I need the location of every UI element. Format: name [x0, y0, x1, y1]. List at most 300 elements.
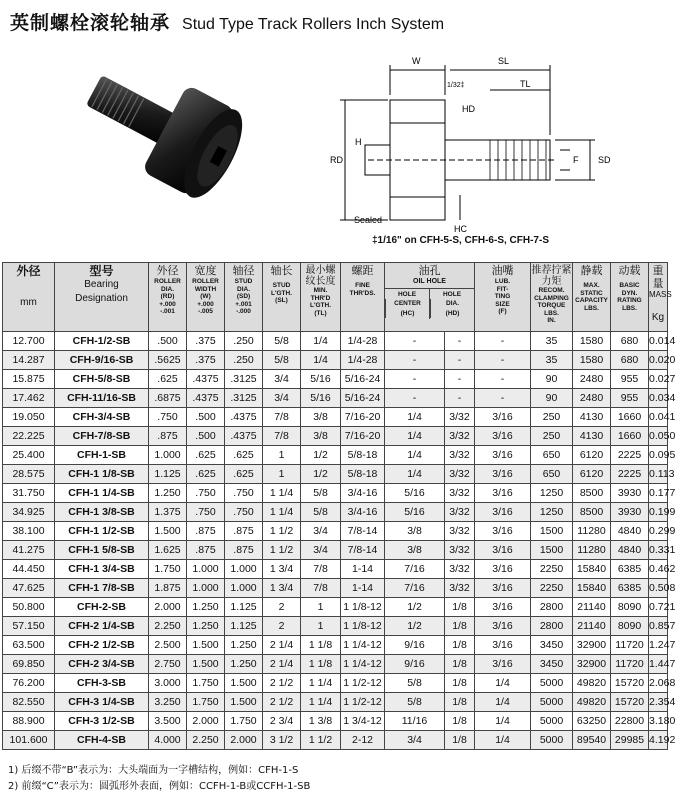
table-cell: 6120: [573, 446, 611, 465]
table-cell: 2 3/4: [263, 712, 301, 731]
table-cell: 11/16: [385, 712, 445, 731]
table-row: [3, 522, 668, 541]
table-cell: 1 1/8-12: [341, 598, 385, 617]
table-cell: .250: [225, 332, 263, 351]
table-cell: 29985: [611, 731, 649, 750]
table-cell: 2480: [573, 389, 611, 408]
table-cell: 2 1/4: [263, 636, 301, 655]
table-row: [3, 408, 668, 427]
table-cell: 2250: [531, 560, 573, 579]
table-cell: 1.000: [187, 560, 225, 579]
table-cell: 34.925: [3, 503, 55, 522]
label-rd: RD: [330, 155, 343, 165]
table-row: [3, 598, 668, 617]
table-cell: 3450: [531, 655, 573, 674]
table-cell: -: [445, 370, 475, 389]
table-cell: 3/32: [445, 503, 475, 522]
table-cell: 1580: [573, 351, 611, 370]
table-cell: 1.250: [225, 636, 263, 655]
table-cell: 955: [611, 389, 649, 408]
table-cell: 1: [301, 598, 341, 617]
table-cell: 3/16: [475, 617, 531, 636]
table-cell: 15840: [573, 579, 611, 598]
table-cell: 2800: [531, 617, 573, 636]
table-cell: 63.500: [3, 636, 55, 655]
table-cell: 3/32: [445, 446, 475, 465]
table-cell: 1 1/4: [301, 693, 341, 712]
table-cell: CFH-11/16-SB: [55, 389, 149, 408]
table-row: [3, 503, 668, 522]
table-cell: .5625: [149, 351, 187, 370]
table-cell: 3/16: [475, 655, 531, 674]
table-cell: CFH-9/16-SB: [55, 351, 149, 370]
table-cell: .625: [187, 465, 225, 484]
table-cell: -: [445, 332, 475, 351]
table-cell: 101.600: [3, 731, 55, 750]
table-cell: 2.000: [225, 731, 263, 750]
table-cell: 1/4: [385, 408, 445, 427]
table-cell: 1 1/4-12: [341, 655, 385, 674]
table-cell: 2.250: [187, 731, 225, 750]
table-cell: CFH-1-SB: [55, 446, 149, 465]
table-cell: .4375: [225, 408, 263, 427]
table-cell: .625: [225, 446, 263, 465]
col-mass: 重量 MASS Kg: [649, 263, 668, 332]
table-cell: 3/4: [263, 370, 301, 389]
table-cell: 1660: [611, 408, 649, 427]
table-cell: 3/32: [445, 484, 475, 503]
table-cell: 3/32: [445, 465, 475, 484]
table-cell: 5/8: [263, 351, 301, 370]
col-lub: 油嘴 LUB. FIT- TING SIZE (F): [475, 263, 531, 332]
table-cell: .875: [187, 522, 225, 541]
table-cell: 1.750: [187, 693, 225, 712]
table-cell: 1.000: [225, 579, 263, 598]
table-cell: 2.500: [149, 636, 187, 655]
table-cell: 1/2: [385, 617, 445, 636]
table-cell: 3/16: [475, 465, 531, 484]
table-cell: 4840: [611, 522, 649, 541]
table-cell: 1/8: [445, 674, 475, 693]
table-cell: 1.500: [187, 636, 225, 655]
table-cell: 50.800: [3, 598, 55, 617]
table-cell: 5/8: [385, 693, 445, 712]
table-cell: 3/8: [301, 427, 341, 446]
table-cell: .875: [187, 541, 225, 560]
table-cell: .625: [187, 446, 225, 465]
table-row: [3, 731, 668, 750]
table-cell: 9/16: [385, 655, 445, 674]
col-w: 宽度 ROLLER WIDTH (W) +.000 -.005: [187, 263, 225, 332]
table-row: [3, 541, 668, 560]
table-row: [3, 465, 668, 484]
table-cell: 89540: [573, 731, 611, 750]
table-cell: 1/4: [475, 693, 531, 712]
table-cell: CFH-2 3/4-SB: [55, 655, 149, 674]
page-title: [10, 8, 444, 34]
table-cell: 82.550: [3, 693, 55, 712]
table-cell: 1 1/4: [301, 674, 341, 693]
table-row: [3, 370, 668, 389]
col-tl: 最小螺纹长度 MIN. THR'D L'GTH. (TL): [301, 263, 341, 332]
table-cell: 1250: [531, 484, 573, 503]
spec-table-body: [3, 332, 675, 750]
dimension-drawing: [330, 45, 660, 245]
table-cell: 4130: [573, 427, 611, 446]
table-cell: 5/8-18: [341, 465, 385, 484]
table-row: [3, 655, 668, 674]
table-cell: CFH-3/4-SB: [55, 408, 149, 427]
table-cell: 6120: [573, 465, 611, 484]
table-cell: 3/16: [475, 560, 531, 579]
table-cell: 2: [263, 598, 301, 617]
table-cell: 1.125: [225, 617, 263, 636]
table-cell: 3/16: [475, 408, 531, 427]
table-cell: 3/16: [475, 522, 531, 541]
col-rd: 外径 ROLLER DIA. (RD) +.000 -.001: [149, 263, 187, 332]
title-zh: 英制螺栓滚轮轴承: [10, 12, 171, 34]
table-cell: -: [445, 351, 475, 370]
table-cell: .375: [187, 351, 225, 370]
table-cell: 1 1/2-12: [341, 674, 385, 693]
table-cell: 2.068: [649, 674, 668, 693]
table-cell: 15.875: [3, 370, 55, 389]
table-cell: 5/8: [301, 484, 341, 503]
table-cell: 1.750: [149, 560, 187, 579]
table-row: [3, 332, 668, 351]
table-cell: 1/4: [385, 465, 445, 484]
table-cell: 28.575: [3, 465, 55, 484]
table-cell: 5/8: [385, 674, 445, 693]
table-cell: 1/8: [445, 598, 475, 617]
table-cell: 90: [531, 389, 573, 408]
table-cell: 250: [531, 427, 573, 446]
table-cell: .750: [225, 503, 263, 522]
table-cell: 1/8: [445, 617, 475, 636]
table-cell: 5/16: [385, 503, 445, 522]
table-row: [3, 712, 668, 731]
table-cell: 7/8: [263, 427, 301, 446]
table-cell: 1580: [573, 332, 611, 351]
table-cell: 1500: [531, 541, 573, 560]
table-cell: 1/4: [475, 712, 531, 731]
table-cell: 76.200: [3, 674, 55, 693]
table-cell: 0.721: [649, 598, 668, 617]
table-cell: 1/8: [445, 655, 475, 674]
table-cell: 7/8: [263, 408, 301, 427]
table-cell: .750: [225, 484, 263, 503]
table-cell: 0.041: [649, 408, 668, 427]
table-cell: 15840: [573, 560, 611, 579]
table-cell: 6385: [611, 560, 649, 579]
col-od: 外径 mm: [3, 263, 55, 332]
label-gap: 1/32‡: [447, 82, 465, 89]
table-cell: .3125: [225, 370, 263, 389]
table-cell: 3930: [611, 484, 649, 503]
table-cell: 2.000: [187, 712, 225, 731]
table-cell: 15720: [611, 693, 649, 712]
table-cell: 1.375: [149, 503, 187, 522]
table-cell: 57.150: [3, 617, 55, 636]
table-cell: .625: [225, 465, 263, 484]
table-cell: 1.000: [225, 560, 263, 579]
table-cell: 7/8-14: [341, 522, 385, 541]
table-cell: 3 1/2: [263, 731, 301, 750]
table-cell: 0.299: [649, 522, 668, 541]
table-cell: 5/16-24: [341, 370, 385, 389]
table-cell: 5000: [531, 674, 573, 693]
table-cell: 1/8: [445, 712, 475, 731]
table-cell: 1-14: [341, 560, 385, 579]
table-cell: 1.250: [187, 598, 225, 617]
table-cell: -: [475, 351, 531, 370]
table-cell: -: [475, 389, 531, 408]
table-cell: 3/16: [475, 484, 531, 503]
table-cell: 2.750: [149, 655, 187, 674]
label-hc: HC: [454, 224, 467, 234]
table-cell: 1 1/2-12: [341, 693, 385, 712]
table-cell: 11280: [573, 522, 611, 541]
table-cell: CFH-3-SB: [55, 674, 149, 693]
col-torque: 推荐拧紧力矩 RECOM. CLAMPING TORQUE LBS. IN.: [531, 263, 573, 332]
table-cell: 1/2: [301, 446, 341, 465]
table-cell: 1 1/4: [263, 484, 301, 503]
table-cell: 3/16: [475, 427, 531, 446]
table-cell: 3/32: [445, 427, 475, 446]
table-cell: 1/8: [445, 636, 475, 655]
table-cell: 3/4-16: [341, 503, 385, 522]
table-cell: 7/8: [301, 579, 341, 598]
table-cell: 5000: [531, 731, 573, 750]
table-cell: 1.875: [149, 579, 187, 598]
table-cell: 2-12: [341, 731, 385, 750]
table-cell: 1: [263, 465, 301, 484]
table-cell: 6385: [611, 579, 649, 598]
table-row: [3, 446, 668, 465]
table-cell: 21140: [573, 598, 611, 617]
table-cell: 3.500: [149, 712, 187, 731]
table-cell: .4375: [187, 370, 225, 389]
table-cell: .750: [187, 503, 225, 522]
table-cell: 5/16: [301, 370, 341, 389]
table-cell: 250: [531, 408, 573, 427]
table-cell: 1.500: [225, 674, 263, 693]
table-cell: 2225: [611, 446, 649, 465]
table-cell: CFH-2-SB: [55, 598, 149, 617]
table-cell: 11280: [573, 541, 611, 560]
table-cell: 650: [531, 465, 573, 484]
table-cell: 32900: [573, 655, 611, 674]
table-cell: 11720: [611, 636, 649, 655]
table-cell: 1.500: [187, 655, 225, 674]
table-cell: CFH-2 1/4-SB: [55, 617, 149, 636]
table-cell: 1/4: [385, 446, 445, 465]
table-cell: 2 1/4: [263, 655, 301, 674]
label-h: H: [355, 137, 362, 147]
table-cell: 3/4-16: [341, 484, 385, 503]
table-cell: 3.250: [149, 693, 187, 712]
table-cell: 1 3/4: [263, 579, 301, 598]
table-cell: .500: [187, 427, 225, 446]
table-cell: 7/8: [301, 560, 341, 579]
table-cell: 4.000: [149, 731, 187, 750]
table-cell: 14.287: [3, 351, 55, 370]
table-cell: 49820: [573, 674, 611, 693]
table-cell: 1 1/4-12: [341, 636, 385, 655]
table-cell: 7/16-20: [341, 427, 385, 446]
table-cell: CFH-7/8-SB: [55, 427, 149, 446]
table-cell: CFH-3 1/4-SB: [55, 693, 149, 712]
table-cell: 1.625: [149, 541, 187, 560]
table-cell: 0.113: [649, 465, 668, 484]
table-cell: 3/16: [475, 503, 531, 522]
table-cell: 1.500: [149, 522, 187, 541]
table-cell: 1660: [611, 427, 649, 446]
table-cell: 35: [531, 351, 573, 370]
table-cell: 0.857: [649, 617, 668, 636]
table-cell: 88.900: [3, 712, 55, 731]
table-cell: 2: [263, 617, 301, 636]
table-cell: CFH-1 1/8-SB: [55, 465, 149, 484]
table-cell: 2 1/2: [263, 693, 301, 712]
table-cell: 3930: [611, 503, 649, 522]
table-cell: 17.462: [3, 389, 55, 408]
table-cell: 7/8-14: [341, 541, 385, 560]
table-cell: CFH-1 1/2-SB: [55, 522, 149, 541]
table-cell: 1.247: [649, 636, 668, 655]
table-cell: 1/4: [475, 731, 531, 750]
table-cell: 680: [611, 351, 649, 370]
table-cell: 2.250: [149, 617, 187, 636]
table-cell: 0.199: [649, 503, 668, 522]
table-cell: 1250: [531, 503, 573, 522]
table-cell: 1.447: [649, 655, 668, 674]
table-cell: 7/16-20: [341, 408, 385, 427]
table-cell: -: [445, 389, 475, 408]
table-cell: .4375: [225, 427, 263, 446]
table-cell: 3/32: [445, 560, 475, 579]
table-cell: 69.850: [3, 655, 55, 674]
table-cell: 5/16: [385, 484, 445, 503]
table-cell: CFH-1 7/8-SB: [55, 579, 149, 598]
table-cell: 1/4: [475, 674, 531, 693]
table-cell: 3/32: [445, 579, 475, 598]
col-hc: HOLE CENTER (HC): [385, 289, 429, 320]
table-cell: 2 1/2: [263, 674, 301, 693]
table-cell: 3/4: [263, 389, 301, 408]
table-cell: 5/16: [301, 389, 341, 408]
table-cell: 7/16: [385, 560, 445, 579]
label-w: W: [412, 56, 421, 66]
table-cell: 44.450: [3, 560, 55, 579]
table-cell: 1.250: [149, 484, 187, 503]
table-cell: -: [385, 351, 445, 370]
table-cell: 0.095: [649, 446, 668, 465]
table-cell: 32900: [573, 636, 611, 655]
table-cell: 1/4: [301, 351, 341, 370]
table-cell: CFH-2 1/2-SB: [55, 636, 149, 655]
table-cell: .875: [225, 541, 263, 560]
col-model: 型号 Bearing Designation: [55, 263, 149, 332]
table-cell: 5/8: [263, 332, 301, 351]
table-cell: 1 3/4-12: [341, 712, 385, 731]
table-cell: 1: [263, 446, 301, 465]
table-cell: 3.000: [149, 674, 187, 693]
spec-table: [2, 262, 675, 750]
table-cell: 15720: [611, 674, 649, 693]
table-cell: 3/8: [301, 408, 341, 427]
title-en: Stud Type Track Rollers Inch System: [182, 16, 445, 33]
table-cell: 19.050: [3, 408, 55, 427]
table-cell: CFH-1 5/8-SB: [55, 541, 149, 560]
table-cell: 12.700: [3, 332, 55, 351]
table-cell: -: [385, 332, 445, 351]
table-row: [3, 351, 668, 370]
table-row: [3, 579, 668, 598]
table-cell: 38.100: [3, 522, 55, 541]
table-row: [3, 427, 668, 446]
table-cell: 650: [531, 446, 573, 465]
table-cell: 1 1/8: [301, 636, 341, 655]
table-cell: 2250: [531, 579, 573, 598]
label-tl: TL: [520, 79, 531, 89]
table-cell: 2.000: [149, 598, 187, 617]
table-cell: 11720: [611, 655, 649, 674]
table-row: [3, 484, 668, 503]
table-row: [3, 636, 668, 655]
table-cell: 90: [531, 370, 573, 389]
table-cell: 1 3/8: [301, 712, 341, 731]
table-cell: 0.050: [649, 427, 668, 446]
table-cell: -: [385, 389, 445, 408]
label-sealed: Sealed: [354, 215, 383, 225]
table-cell: 8500: [573, 484, 611, 503]
table-cell: CFH-1 1/4-SB: [55, 484, 149, 503]
table-cell: -: [475, 332, 531, 351]
table-cell: 1/8: [445, 731, 475, 750]
table-cell: 1 1/2: [301, 731, 341, 750]
table-cell: CFH-1 3/8-SB: [55, 503, 149, 522]
table-cell: 1.000: [149, 446, 187, 465]
table-cell: 8500: [573, 503, 611, 522]
table-cell: 0.034: [649, 389, 668, 408]
table-cell: 1500: [531, 522, 573, 541]
table-cell: 3/8: [385, 541, 445, 560]
table-cell: 1 1/8: [301, 655, 341, 674]
table-cell: 5000: [531, 693, 573, 712]
table-cell: 63250: [573, 712, 611, 731]
table-cell: 1/2: [385, 598, 445, 617]
label-sd: SD: [598, 155, 611, 165]
table-cell: 1.250: [225, 655, 263, 674]
table-cell: 41.275: [3, 541, 55, 560]
table-cell: -: [385, 370, 445, 389]
table-cell: 1.750: [225, 712, 263, 731]
label-sl: SL: [498, 56, 510, 66]
table-cell: 1.000: [187, 579, 225, 598]
table-row: [3, 617, 668, 636]
label-f: F: [573, 155, 579, 165]
table-cell: 5/8: [301, 503, 341, 522]
table-cell: 3/32: [445, 408, 475, 427]
table-cell: .375: [187, 332, 225, 351]
drawing-note: ‡1/16" on CFH-5-S, CFH-6-S, CFH-7-S: [372, 235, 549, 246]
col-dynamic: 动载 BASIC DYN. RATING LBS.: [611, 263, 649, 332]
table-cell: 1/4: [301, 332, 341, 351]
table-cell: 3/32: [445, 522, 475, 541]
table-row: [3, 389, 668, 408]
table-cell: 0.177: [649, 484, 668, 503]
